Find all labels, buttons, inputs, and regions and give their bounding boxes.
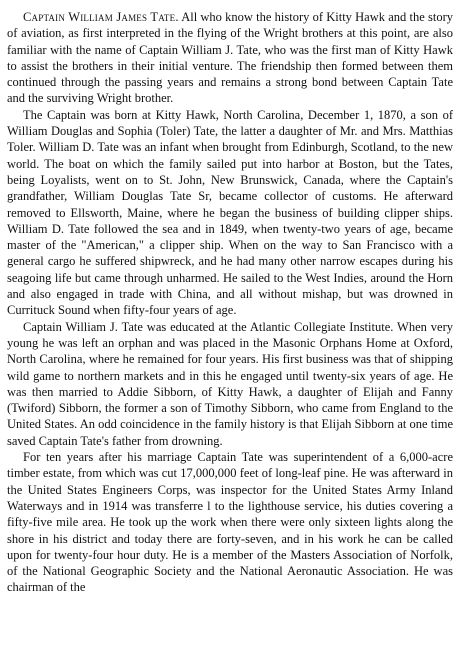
- paragraph-2: The Captain was born at Kitty Hawk, North Carolina, December 1, 1870, a son of William Douglas and Sophia (Toler) Tate, the latter a daughter of Mr. and Mrs. Matthias Toler. William D. Tate was an infant when brought from Edinburgh, Scotland, to the new world. The boat on which the family sailed put into harbor at Boston, but the Tates, being Loyalists, went on to St. John, New Brunswick, Canada, where the Captain's grandfather, William Douglas Tate Sr, became collector of customs. He afterward removed to Ellsworth, Maine, where he began the business of building clipper ships. William D. Tate followed the sea and in 1849, when twenty-two years of age, became master of the "American," a clipper ship. When on the way to San Francisco with a general cargo he suffered shipwreck, and he had many other narrow escapes during his seagoing life but came through unharmed. He sailed to the West Indies, around the Horn and also engaged in trade with China, and all without mishap, but was drowned in Currituck Sound when fifty-four years of age.: [7, 107, 453, 318]
- paragraph-1-text: All who know the history of Kitty Hawk and the story of aviation, as first interpreted in the flying of the Wright brothers at this point, are also familiar with the name of Captain William J. Tate, who was the first man of Kitty Hawk to assist the brothers in their initial venture. The friendship then formed between them continued through the passing years and remains a strong bond between Captain Tate and the surviving Wright brother.: [7, 10, 453, 106]
- paragraph-1: [7, 9, 453, 107]
- paragraph-3: Captain William J. Tate was educated at the Atlantic Collegiate Institute. When very young he was left an orphan and was placed in the Masonic Orphans Home at Oxford, North Carolina, where he remained for four years. His first business was that of shipping wild game to northern markets and in this he engaged until twenty-six years of age. He was then married to Addie Sibborn, of Kitty Hawk, a daughter of Elijah and Fanny (Twiford) Sibborn, the former a son of Timothy Sibborn, who came from England to the United States. An odd coincidence in the family history is that Elijah Sibborn at one time saved Captain Tate's father from drowning.: [7, 319, 453, 448]
- lead-name: Captain William James Tate.: [23, 10, 179, 24]
- paragraph-4: For ten years after his marriage Captain Tate was superintendent of a 6,000-acre timber estate, from which was cut 17,000,000 feet of long-leaf pine. He was afterward in the United States Engineers Corps, was inspector for the United States Army Inland Waterways and in 1914 was transferre l to the lighthouse service, his duties covering a fifty-five mile area. He took up the work when there were only sixteen lights along the shore in his district and today there are forty-seven, and in his work he can be called upon for twenty-four hour duty. He is a member of the Masters Association of Norfolk, of the National Geographic Society and the National Aeronautic Association. He was chairman of the: [7, 450, 453, 595]
